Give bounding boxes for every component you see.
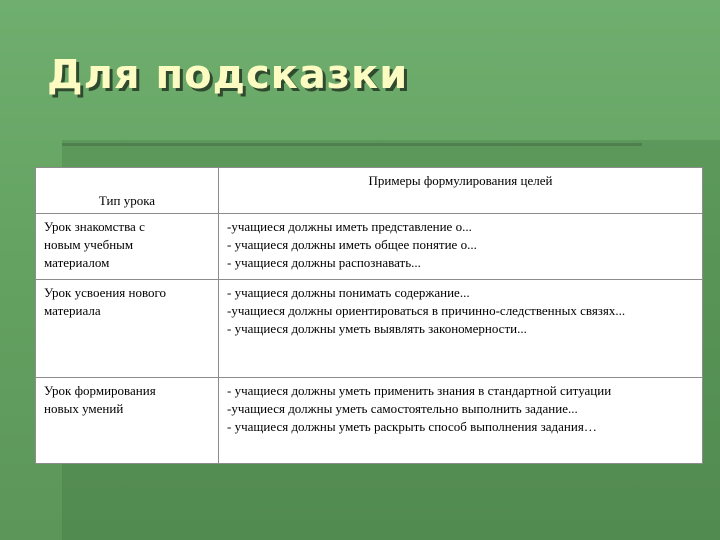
lesson-type-line: новым учебным — [44, 237, 134, 252]
goal-item: - учащиеся должны распознавать... — [227, 255, 421, 270]
table-row — [36, 280, 703, 378]
goal-item: -учащиеся должны уметь самостоятельно выполнить задание... — [227, 401, 578, 416]
goals-cell — [219, 378, 703, 464]
lesson-type-line: материала — [44, 303, 101, 318]
lesson-type-cell — [36, 280, 219, 378]
goals-cell — [219, 214, 703, 280]
goal-item: -учащиеся должны ориентироваться в причинно-следственных связях... — [227, 303, 626, 318]
table-row — [36, 214, 703, 280]
goal-item: - учащиеся должны уметь выявлять закономерности... — [227, 321, 527, 336]
lesson-type-cell — [36, 378, 219, 464]
lesson-goals-table — [35, 167, 703, 464]
table-row — [36, 378, 703, 464]
lesson-type-line: Урок знакомства с — [44, 219, 145, 234]
goal-item: - учащиеся должны иметь общее понятие о... — [227, 237, 477, 252]
goal-item: - учащиеся должны понимать содержание... — [227, 285, 470, 300]
lesson-type-line: новых умений — [44, 401, 124, 416]
goal-item: - учащиеся должны уметь применить знания в стандартной ситуации — [227, 383, 612, 398]
goal-item: - учащиеся должны уметь раскрыть способ выполнения задания… — [227, 419, 597, 434]
lesson-type-cell — [36, 214, 219, 280]
table-header-row — [36, 168, 703, 214]
header-lesson-type: Тип урока — [36, 168, 219, 214]
lesson-type-line: Урок усвоения нового — [44, 285, 167, 300]
goals-cell — [219, 280, 703, 378]
lesson-type-line: Урок формирования — [44, 383, 156, 398]
decorative-line — [62, 143, 642, 146]
slide-title: Для подсказки — [47, 52, 409, 98]
lesson-type-line: материалом — [44, 255, 110, 270]
header-goal-examples: Примеры формулирования целей — [219, 168, 703, 214]
goal-item: -учащиеся должны иметь представление о... — [227, 219, 472, 234]
